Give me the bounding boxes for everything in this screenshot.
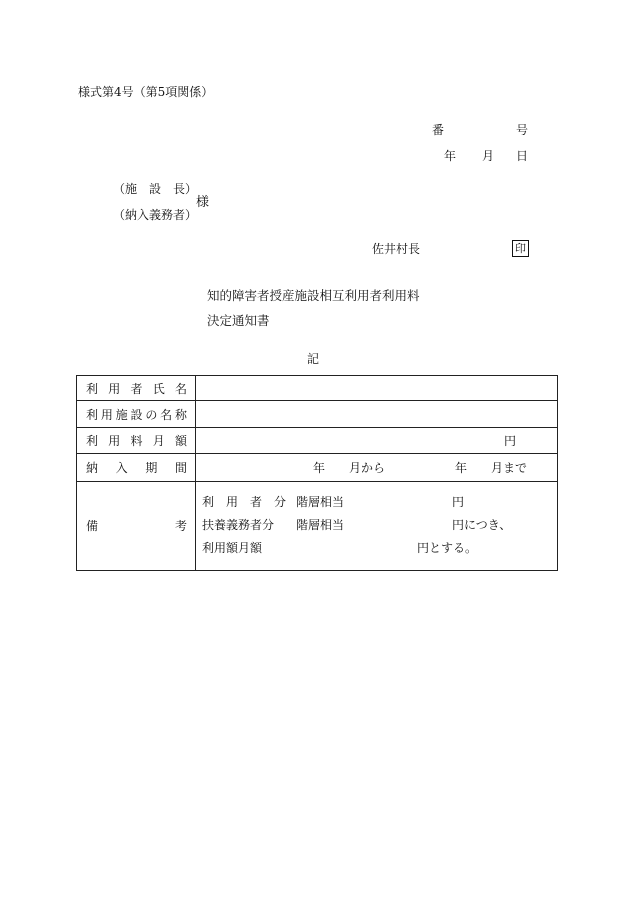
remarks-user-tier: 階層相当	[296, 494, 345, 509]
addressee-honorific: 様	[196, 195, 210, 210]
remarks-supporter-yen: 円につき、	[452, 517, 512, 532]
period-start-month: 月から	[349, 461, 386, 476]
label-cell	[77, 401, 196, 428]
facility-name-label: 利 用 施 設 の 名 称	[86, 407, 187, 422]
document-number-label: 番	[432, 123, 445, 137]
label-cell	[77, 376, 196, 401]
issuer-name: 佐井村長	[372, 242, 421, 256]
document-number-suffix: 号	[516, 123, 529, 137]
date-day-label: 日	[516, 149, 529, 163]
period-end-year: 年	[455, 461, 468, 476]
table-row	[77, 481, 558, 571]
seal-stamp-box: 印	[512, 240, 529, 257]
remarks-monthly-amount: 利用額月額	[202, 540, 263, 555]
table-row	[77, 454, 558, 481]
label-cell	[77, 481, 196, 571]
remarks-monthly-yen: 円とする。	[417, 540, 478, 555]
ki-heading: 記	[307, 352, 320, 366]
remarks-supporter-share: 扶養義務者分	[202, 517, 275, 532]
monthly-fee-field[interactable]	[196, 428, 558, 454]
period-start-year: 年	[313, 461, 326, 476]
user-name-label: 利 用 者 氏 名	[86, 381, 187, 396]
table-row	[77, 376, 558, 401]
form-number: 様式第4号（第5項関係）	[78, 85, 214, 99]
remarks-user-yen: 円	[452, 494, 465, 509]
table-row	[77, 428, 558, 454]
user-name-field[interactable]	[196, 376, 558, 401]
table-row	[77, 401, 558, 428]
document-title-line1: 知的障害者授産施設相互利用者利用料	[207, 288, 420, 303]
period-end-month: 月まで	[491, 461, 528, 476]
label-cell	[77, 454, 196, 481]
remarks-supporter-tier: 階層相当	[296, 517, 345, 532]
payment-period-label: 納 入 期 間	[86, 460, 187, 475]
remarks-label: 備 考	[86, 519, 187, 534]
facility-name-field[interactable]	[196, 401, 558, 428]
yen-unit: 円	[504, 434, 517, 449]
addressee-payer: （納入義務者）	[113, 208, 198, 222]
label-cell	[77, 428, 196, 454]
remarks-field[interactable]	[196, 481, 558, 571]
date-year-label: 年	[444, 149, 457, 163]
remarks-user-share: 利 用 者 分	[202, 494, 287, 509]
payment-period-field[interactable]	[196, 454, 558, 481]
addressee-facility-head: （施 設 長）	[113, 182, 198, 196]
date-month-label: 月	[482, 149, 495, 163]
document-title-line2: 決定通知書	[207, 313, 270, 328]
details-table	[76, 375, 558, 571]
monthly-fee-label: 利 用 料 月 額	[86, 434, 187, 449]
